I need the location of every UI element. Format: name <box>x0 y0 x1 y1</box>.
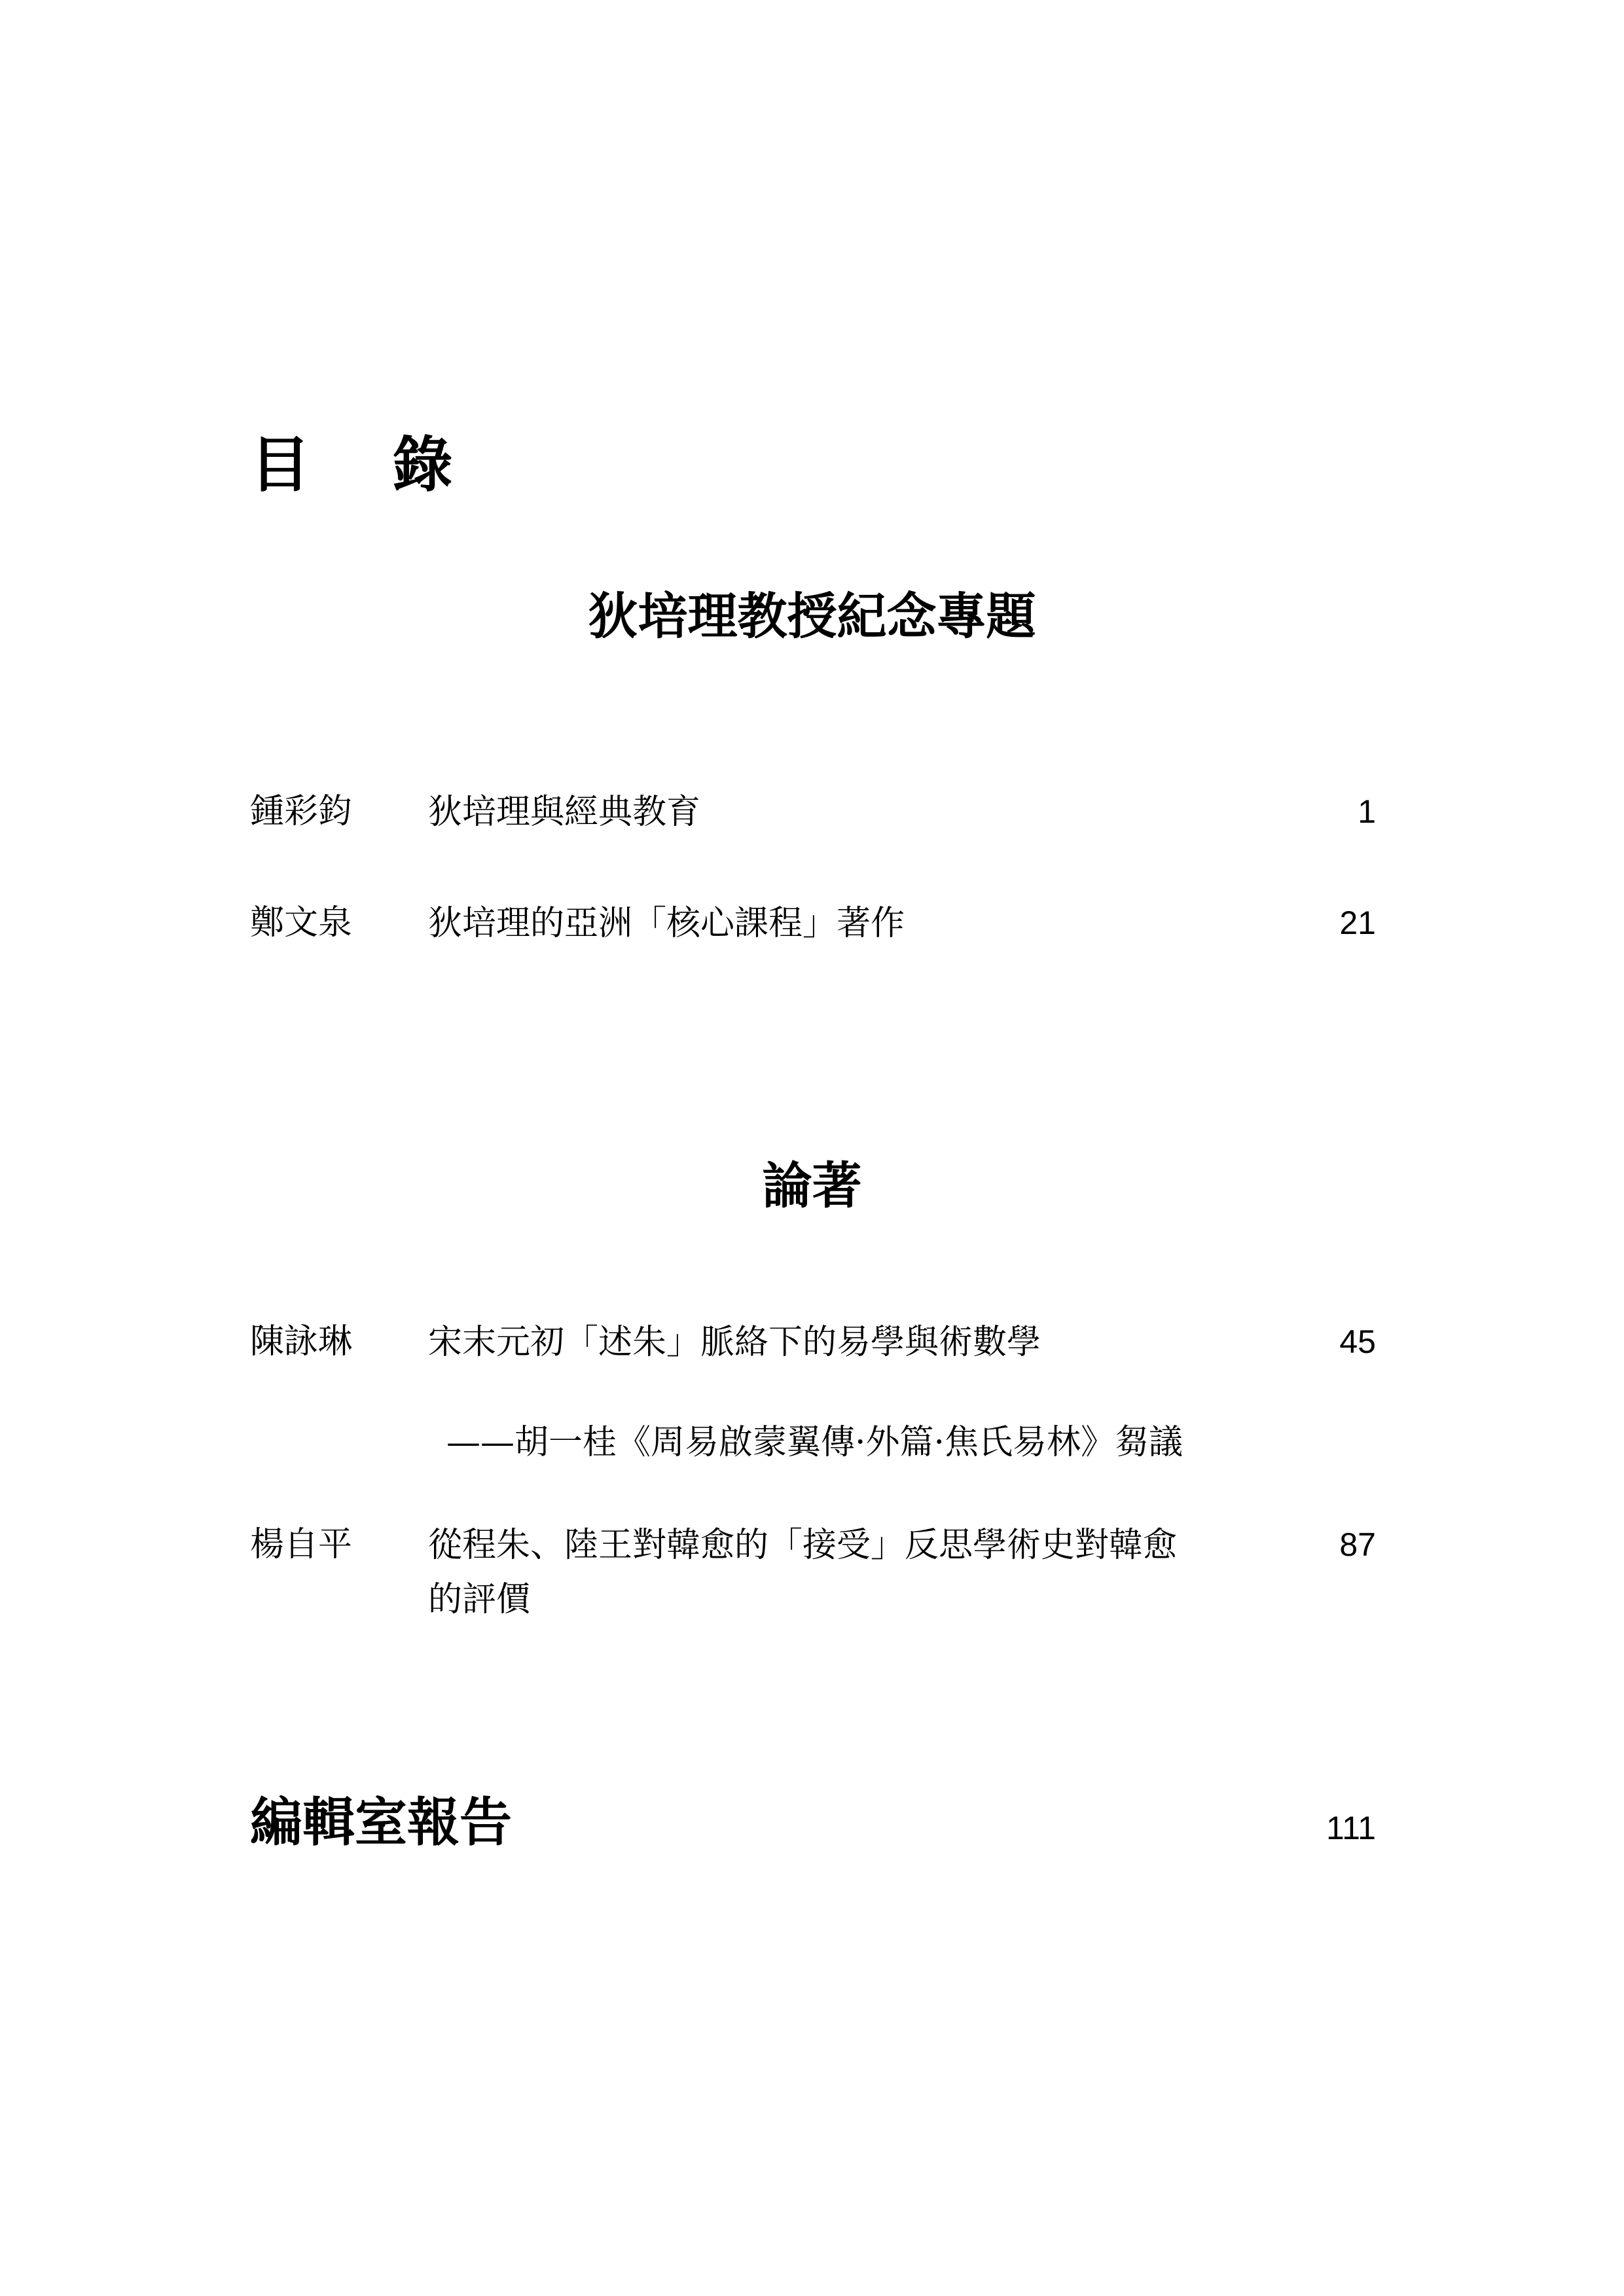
entry-title: 狄培理的亞洲「核心課程」著作 <box>428 904 905 943</box>
entry-author: 鍾彩鈞 <box>250 792 353 831</box>
entry-page-number: 1 <box>1358 793 1376 830</box>
entry-subtitle: ——胡一桂《周易啟蒙翼傳·外篇·焦氏易林》芻議 <box>446 1423 1183 1462</box>
entry-page-number: 45 <box>1339 1323 1376 1360</box>
section-heading-memorial: 狄培理教授紀念專題 <box>588 589 1036 645</box>
page-title: 目 錄 <box>250 432 486 499</box>
section-heading-articles: 論著 <box>762 1158 862 1214</box>
editor-report-heading: 編輯室報告 <box>250 1793 512 1852</box>
entry-page-number: 21 <box>1339 905 1376 941</box>
list-item <box>250 1316 1376 1473</box>
entry-title: 狄培理與經典教育 <box>428 793 701 832</box>
entry-author: 楊自平 <box>250 1525 353 1564</box>
entry-title-line: 的評價 <box>428 1580 531 1620</box>
editor-report-page-number: 111 <box>1326 1810 1376 1846</box>
entry-title: 宋末元初「述朱」脈絡下的易學與術數學 <box>428 1323 1041 1362</box>
list-item <box>250 897 1376 1054</box>
entry-author: 鄭文泉 <box>250 903 353 942</box>
entry-author: 陳詠琳 <box>250 1322 353 1361</box>
entry-page-number: 87 <box>1339 1526 1376 1563</box>
list-item <box>250 1518 1376 1676</box>
entry-title-line: 從程朱、陸王對韓愈的「接受」反思學術史對韓愈 <box>428 1526 1178 1565</box>
